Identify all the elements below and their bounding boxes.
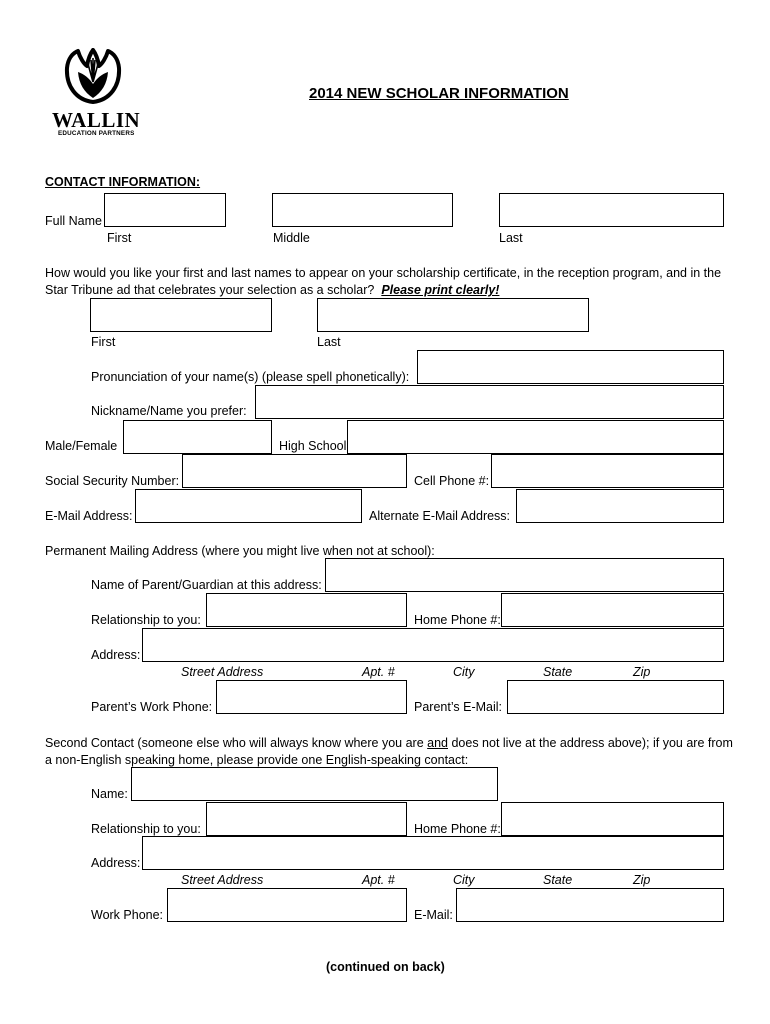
- home-phone-label: Home Phone #:: [414, 613, 501, 627]
- logo-tagline: EDUCATION PARTNERS: [58, 130, 135, 137]
- page-title: 2014 NEW SCHOLAR INFORMATION: [309, 85, 569, 102]
- certificate-first-input[interactable]: [90, 298, 272, 332]
- nickname-label: Nickname/Name you prefer:: [91, 404, 247, 418]
- permanent-state-caption: State: [543, 665, 573, 679]
- ssn-label: Social Security Number:: [45, 474, 180, 488]
- certificate-question-text: How would you like your first and last names to appear on your scholarship certificate, in the reception program, and in the Star Tribune ad that celebrates your selection as a scholar?: [45, 266, 722, 297]
- second-work-phone-label: Work Phone:: [91, 908, 164, 922]
- second-contact-heading: [45, 735, 735, 769]
- parent-name-input[interactable]: [325, 558, 724, 592]
- permanent-apt-caption: Apt. #: [362, 665, 395, 679]
- gender-input[interactable]: [123, 420, 272, 454]
- tulip-logo-icon: [64, 48, 122, 106]
- pronunciation-label: Pronunciation of your name(s) (please spell phonetically):: [91, 370, 410, 384]
- permanent-address-label: Address:: [91, 648, 141, 662]
- second-email-label: E-Mail:: [414, 908, 453, 922]
- full-name-first-caption: First: [107, 231, 132, 245]
- permanent-zip-caption: Zip: [633, 665, 651, 679]
- full-name-label: Full Name: [45, 214, 102, 228]
- second-zip-caption: Zip: [633, 873, 651, 887]
- continued-note: (continued on back): [326, 960, 445, 974]
- permanent-address-heading: Permanent Mailing Address (where you might live when not at school):: [45, 544, 435, 558]
- certificate-first-caption: First: [91, 335, 116, 349]
- parent-email-label: Parent’s E-Mail:: [414, 700, 502, 714]
- full-name-middle-input[interactable]: [272, 193, 453, 227]
- second-work-phone-input[interactable]: [167, 888, 407, 922]
- second-street-caption: Street Address: [181, 873, 264, 887]
- second-city-caption: City: [453, 873, 475, 887]
- parent-relationship-label: Relationship to you:: [91, 613, 201, 627]
- second-state-caption: State: [543, 873, 573, 887]
- home-phone-input[interactable]: [501, 593, 724, 627]
- nickname-input[interactable]: [255, 385, 724, 419]
- parent-name-label: Name of Parent/Guardian at this address:: [91, 578, 322, 592]
- second-apt-caption: Apt. #: [362, 873, 395, 887]
- email-label: E-Mail Address:: [45, 509, 133, 523]
- parent-work-phone-input[interactable]: [216, 680, 407, 714]
- permanent-city-caption: City: [453, 665, 475, 679]
- second-contact-heading-pre: Second Contact (someone else who will always know where you are: [45, 736, 428, 750]
- cell-phone-label: Cell Phone #:: [414, 474, 490, 488]
- second-address-label: Address:: [91, 856, 141, 870]
- full-name-last-caption: Last: [499, 231, 523, 245]
- full-name-middle-caption: Middle: [273, 231, 310, 245]
- second-address-input[interactable]: [142, 836, 724, 870]
- certificate-question: [45, 265, 735, 299]
- ssn-input[interactable]: [182, 454, 407, 488]
- full-name-last-input[interactable]: [499, 193, 724, 227]
- high-school-input[interactable]: [347, 420, 724, 454]
- second-name-input[interactable]: [131, 767, 498, 801]
- full-name-first-input[interactable]: [104, 193, 226, 227]
- cell-phone-input[interactable]: [491, 454, 724, 488]
- second-relationship-input[interactable]: [206, 802, 407, 836]
- print-clearly-note: Please print clearly!: [381, 283, 500, 297]
- high-school-label: High School: [279, 439, 347, 453]
- second-contact-heading-and: and: [427, 736, 448, 750]
- permanent-street-caption: Street Address: [181, 665, 264, 679]
- parent-email-input[interactable]: [507, 680, 724, 714]
- certificate-last-caption: Last: [317, 335, 341, 349]
- email-input[interactable]: [135, 489, 362, 523]
- second-contact-heading-post: does not live at the address above); if you are from a non-English speaking home, please provide one English-speaking contact:: [45, 736, 733, 767]
- second-relationship-label: Relationship to you:: [91, 822, 201, 836]
- pronunciation-input[interactable]: [417, 350, 724, 384]
- second-email-input[interactable]: [456, 888, 724, 922]
- alt-email-label: Alternate E-Mail Address:: [369, 509, 511, 523]
- contact-section-heading: CONTACT INFORMATION:: [45, 175, 201, 189]
- second-home-phone-label: Home Phone #:: [414, 822, 501, 836]
- certificate-last-input[interactable]: [317, 298, 589, 332]
- alt-email-input[interactable]: [516, 489, 724, 523]
- parent-relationship-input[interactable]: [206, 593, 407, 627]
- permanent-address-input[interactable]: [142, 628, 724, 662]
- second-name-label: Name:: [91, 787, 128, 801]
- gender-label: Male/Female: [45, 439, 118, 453]
- second-home-phone-input[interactable]: [501, 802, 724, 836]
- parent-work-phone-label: Parent’s Work Phone:: [91, 700, 213, 714]
- logo-wordmark: WALLIN: [52, 108, 141, 132]
